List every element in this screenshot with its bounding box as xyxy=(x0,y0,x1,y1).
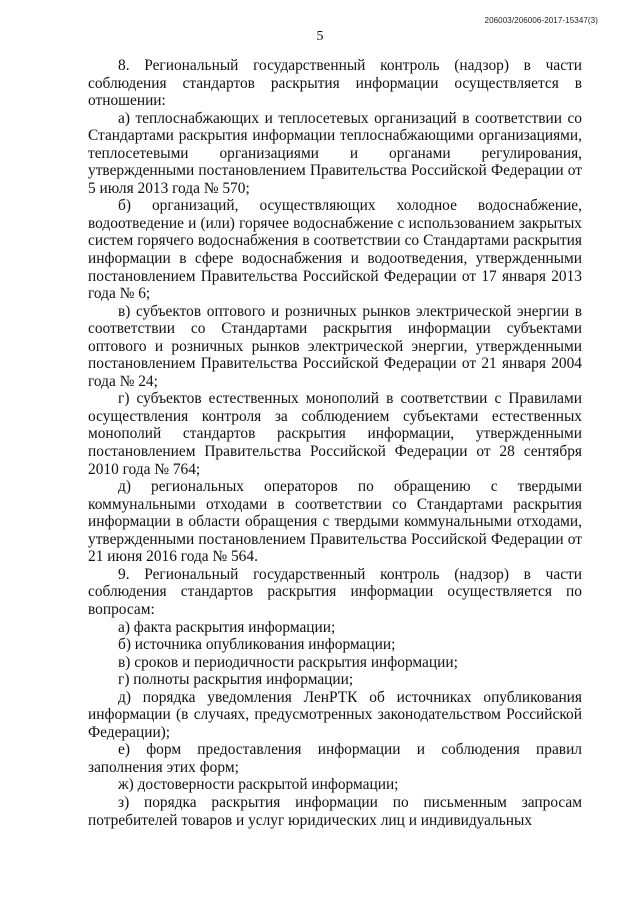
paragraph-9v: в) сроков и периодичности раскрытия информации; xyxy=(118,653,458,671)
paragraph-8a: а) теплоснабжающих и теплосетевых организаций в соответствии со Стандартами раскрытия информации теплоснабжающими организациями, теплосетевыми организациями и органами регулирования, утвержденными постановлением Правительства Российской Федерации от 5 июля 2013 года № 570; xyxy=(88,109,582,197)
paragraph-8d: д) региональных операторов по обращению с твердыми коммунальными отходами в соответствии со Стандартами раскрытия информации в области обращения с твердыми коммунальными отходами, утвержденными постановлением Правительства Российской Федерации от 21 июня 2016 года № 564. xyxy=(88,478,582,566)
paragraph-9: 9. Региональный государственный контроль (надзор) в части соблюдения стандартов раскрытия информации осуществляется по вопросам: xyxy=(88,565,582,618)
page-number: 5 xyxy=(316,29,324,44)
paragraph-9a: а) факта раскрытия информации; xyxy=(118,618,336,636)
document-body xyxy=(88,57,582,829)
paragraph-9d: д) порядка уведомления ЛенРТК об источниках опубликования информации (в случаях, предусмотренных законодательством Российской Федерации); xyxy=(88,688,582,741)
paragraph-8g: г) субъектов естественных монополий в соответствии с Правилами осуществления контроля за соблюдением субъектами естественных монополий стандартов раскрытия информации, утвержденными постановлением Правительства Российской Федерации от 28 сентября 2010 года № 764; xyxy=(88,390,582,478)
paragraph-8: 8. Региональный государственный контроль (надзор) в части соблюдения стандартов раскрытия информации осуществляется в отношении: xyxy=(88,57,582,110)
paragraph-8b: б) организаций, осуществляющих холодное водоснабжение, водоотведение и (или) горячее водоснабжение с использованием закрытых систем горячего водоснабжения в соответствии со Стандартами раскрытия информации в сфере водоснабжения и водоотведения, утвержденными постановлением Правительства Российской Федерации от 17 января 2013 года № 6; xyxy=(88,197,582,303)
paragraph-9z: з) порядка раскрытия информации по письменным запросам потребителей товаров и услуг юридических лиц и индивидуальных xyxy=(88,793,582,829)
paragraph-9e: е) форм предоставления информации и соблюдения правил заполнения этих форм; xyxy=(88,741,582,776)
paragraph-8v: в) субъектов оптового и розничных рынков электрической энергии в соответствии со Стандартами раскрытия информации субъектами оптового и розничных рынков электрической энергии, утвержденными постановлением Правительства Российской Федерации от 21 января 2004 года № 24; xyxy=(88,302,582,390)
paragraph-9b: б) источника опубликования информации; xyxy=(118,636,396,654)
paragraph-9g: г) полноты раскрытия информации; xyxy=(118,671,354,689)
paragraph-9zh: ж) достоверности раскрытой информации; xyxy=(118,776,399,794)
document-id: 206003/206006-2017-15347(3) xyxy=(484,16,598,25)
